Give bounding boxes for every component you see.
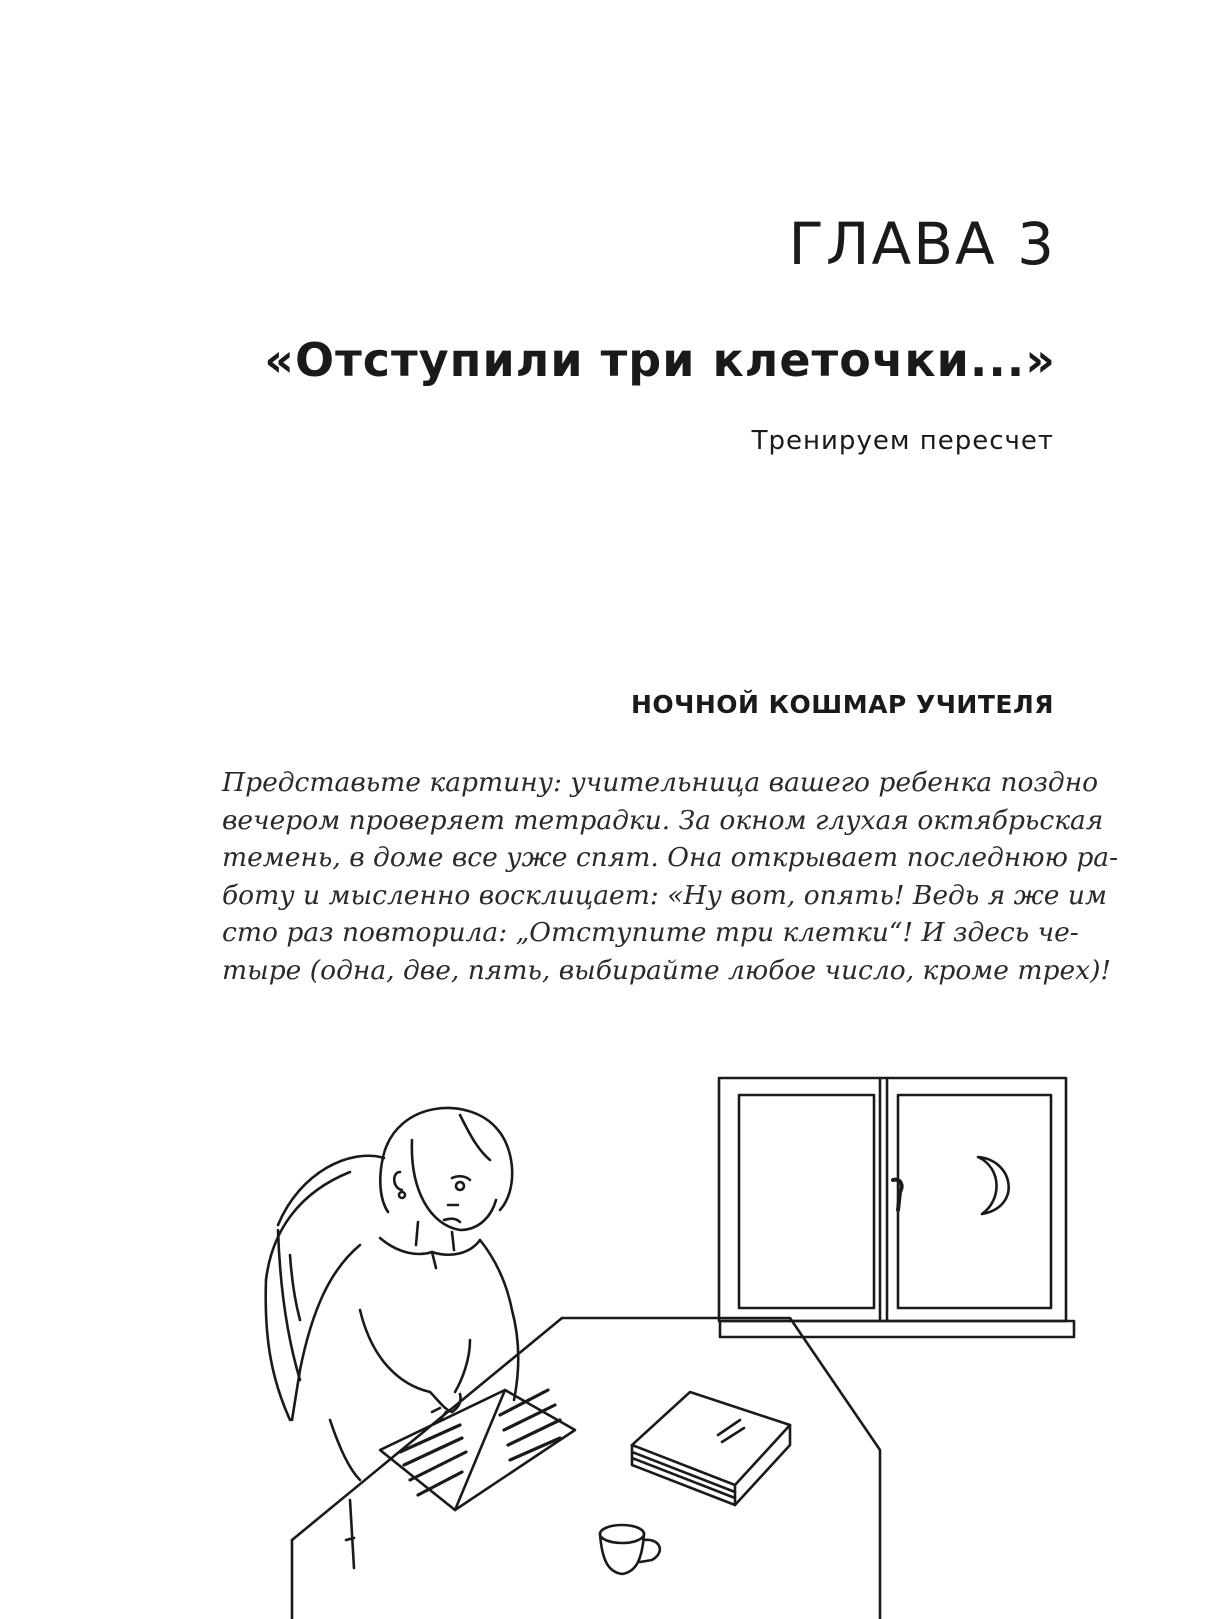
paragraph-line: темень, в доме все уже спят. Она открывает последнюю ра- bbox=[222, 842, 1119, 873]
chair-drawing bbox=[266, 1156, 384, 1420]
pen-drawing bbox=[346, 1500, 354, 1568]
table-drawing bbox=[292, 1318, 880, 1619]
cup-drawing bbox=[600, 1525, 660, 1574]
body-paragraph bbox=[222, 764, 1119, 989]
paragraph-line: боту и мысленно восклицает: «Ну вот, опять! Ведь я же им bbox=[222, 879, 1107, 911]
teacher-drawing bbox=[292, 1108, 518, 1480]
paragraph-line: сто раз повторила: „Отступите три клетки“! И здесь че- bbox=[222, 917, 1079, 948]
chapter-subtitle: Тренируем пересчет bbox=[751, 426, 1054, 456]
window-drawing bbox=[719, 1078, 1074, 1337]
notebook-stack-drawing bbox=[632, 1392, 790, 1505]
chapter-label: ГЛАВА 3 bbox=[788, 210, 1056, 278]
teacher-illustration bbox=[0, 1040, 1214, 1619]
notebook-drawing bbox=[380, 1390, 575, 1510]
moon-icon bbox=[978, 1157, 1009, 1214]
chapter-title: «Отступили три клеточки...» bbox=[264, 333, 1056, 387]
paragraph-line: тыре (одна, две, пять, выбирайте любое число, кроме трех)! bbox=[222, 954, 1112, 986]
paragraph-line: вечером проверяет тетрадки. За окном глухая октябрьская bbox=[222, 804, 1104, 836]
section-heading: НОЧНОЙ КОШМАР УЧИТЕЛЯ bbox=[630, 690, 1054, 719]
paragraph-line: Представьте картину: учительница вашего ребенка поздно bbox=[222, 767, 1099, 798]
